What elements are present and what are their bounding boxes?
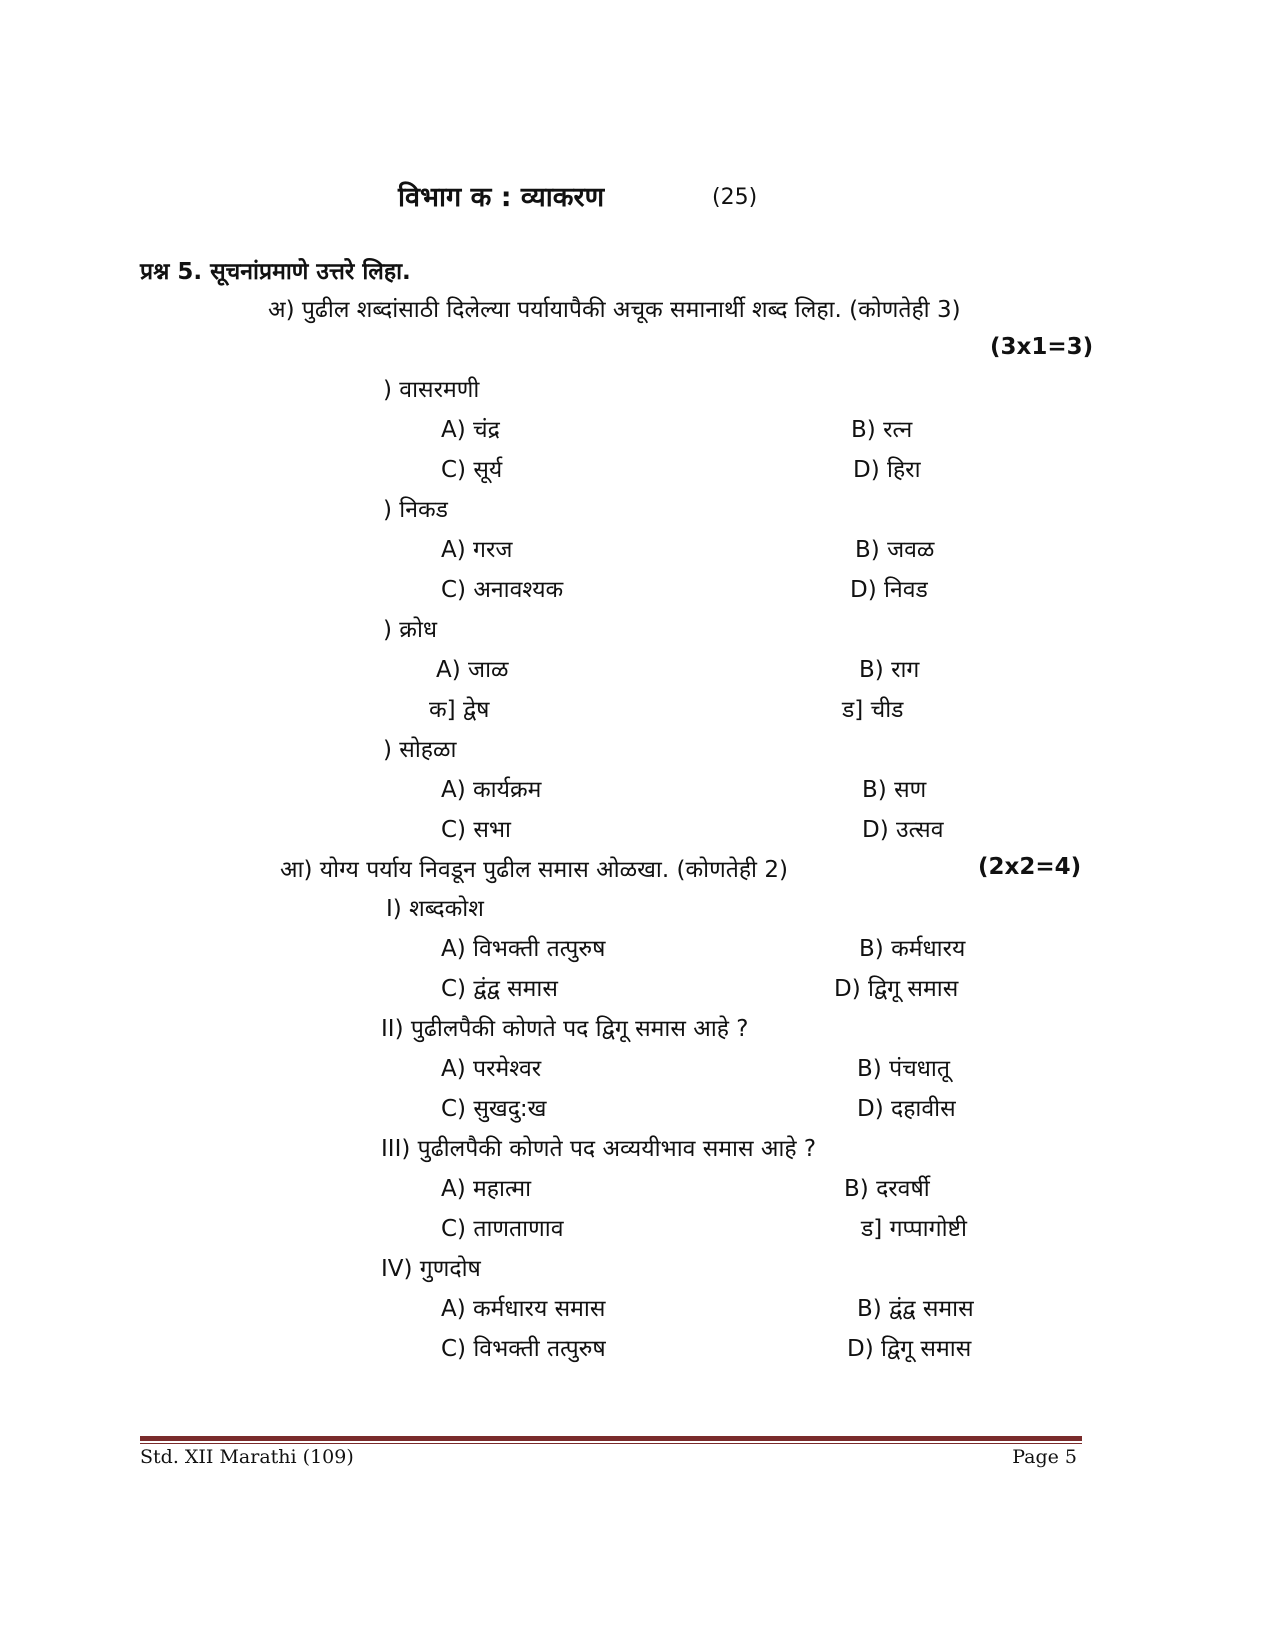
item-stem: ) क्रोध [383,617,438,643]
question-label: प्रश्न 5. सूचनांप्रमाणे उत्तरे लिहा. [140,259,411,285]
option-a: A) चंद्र [441,417,500,443]
item-stem: II) पुढीलपैकी कोणते पद द्विगू समास आहे ? [381,1016,749,1042]
option-c: C) विभक्ती तत्पुरुष [441,1336,606,1362]
option-c: C) ताणताणाव [441,1216,564,1242]
option-d: ड] चीड [842,697,904,723]
option-c: C) द्वंद्व समास [441,976,558,1002]
option-c: C) अनावश्यक [441,577,564,603]
option-a: A) परमेश्वर [441,1056,542,1082]
option-a: A) विभक्ती तत्पुरुष [441,936,606,962]
option-d: D) द्विगू समास [834,976,959,1002]
part-b-marks: (2x2=4) [978,854,1082,880]
option-a: A) जाळ [436,657,509,683]
option-b: B) पंचधातू [857,1056,950,1082]
option-d: D) उत्सव [862,817,944,843]
option-c: C) सुखदु:ख [441,1096,547,1122]
option-a: A) कार्यक्रम [441,777,542,803]
option-c: C) सभा [441,817,512,843]
part-a-marks: (3x1=3) [990,334,1094,360]
footer-divider-thin [140,1443,1082,1444]
option-b: B) जवळ [855,537,935,563]
section-marks: (25) [712,185,758,210]
item-stem: ) निकड [383,497,448,523]
section-title: विभाग क : व्याकरण [398,182,605,213]
option-a: A) गरज [441,537,513,563]
option-b: B) द्वंद्व समास [857,1296,974,1322]
option-d: ड] गप्पागोष्टी [861,1216,967,1242]
option-a: A) महात्मा [441,1176,532,1202]
part-a-instruction: अ) पुढील शब्दांसाठी दिलेल्या पर्यायापैकी अचूक समानार्थी शब्द लिहा. (कोणतेही 3) [268,297,961,323]
item-stem: IV) गुणदोष [381,1256,481,1282]
option-a: A) कर्मधारय समास [441,1296,606,1322]
option-d: D) द्विगू समास [847,1336,972,1362]
item-stem: I) शब्दकोश [386,896,484,922]
option-b: B) सण [862,777,927,803]
option-b: B) रत्न [851,417,913,443]
item-stem: ) सोहळा [383,737,457,763]
option-c: C) सूर्य [441,457,503,483]
option-b: B) राग [859,657,920,683]
option-d: D) दहावीस [857,1096,956,1122]
part-b-instruction: आ) योग्य पर्याय निवडून पुढील समास ओळखा. (कोणतेही 2) [280,857,788,883]
option-d: D) हिरा [853,457,921,483]
item-stem: III) पुढीलपैकी कोणते पद अव्ययीभाव समास आहे ? [381,1136,817,1162]
option-d: D) निवड [850,577,928,603]
footer-page-number: Page 5 [1012,1446,1077,1468]
option-b: B) दरवर्षी [844,1176,930,1202]
option-c: क] द्वेष [429,697,490,723]
item-stem: ) वासरमणी [383,377,480,403]
option-b: B) कर्मधारय [859,936,966,962]
footer-divider [140,1436,1082,1441]
footer-course: Std. XII Marathi (109) [140,1446,354,1468]
